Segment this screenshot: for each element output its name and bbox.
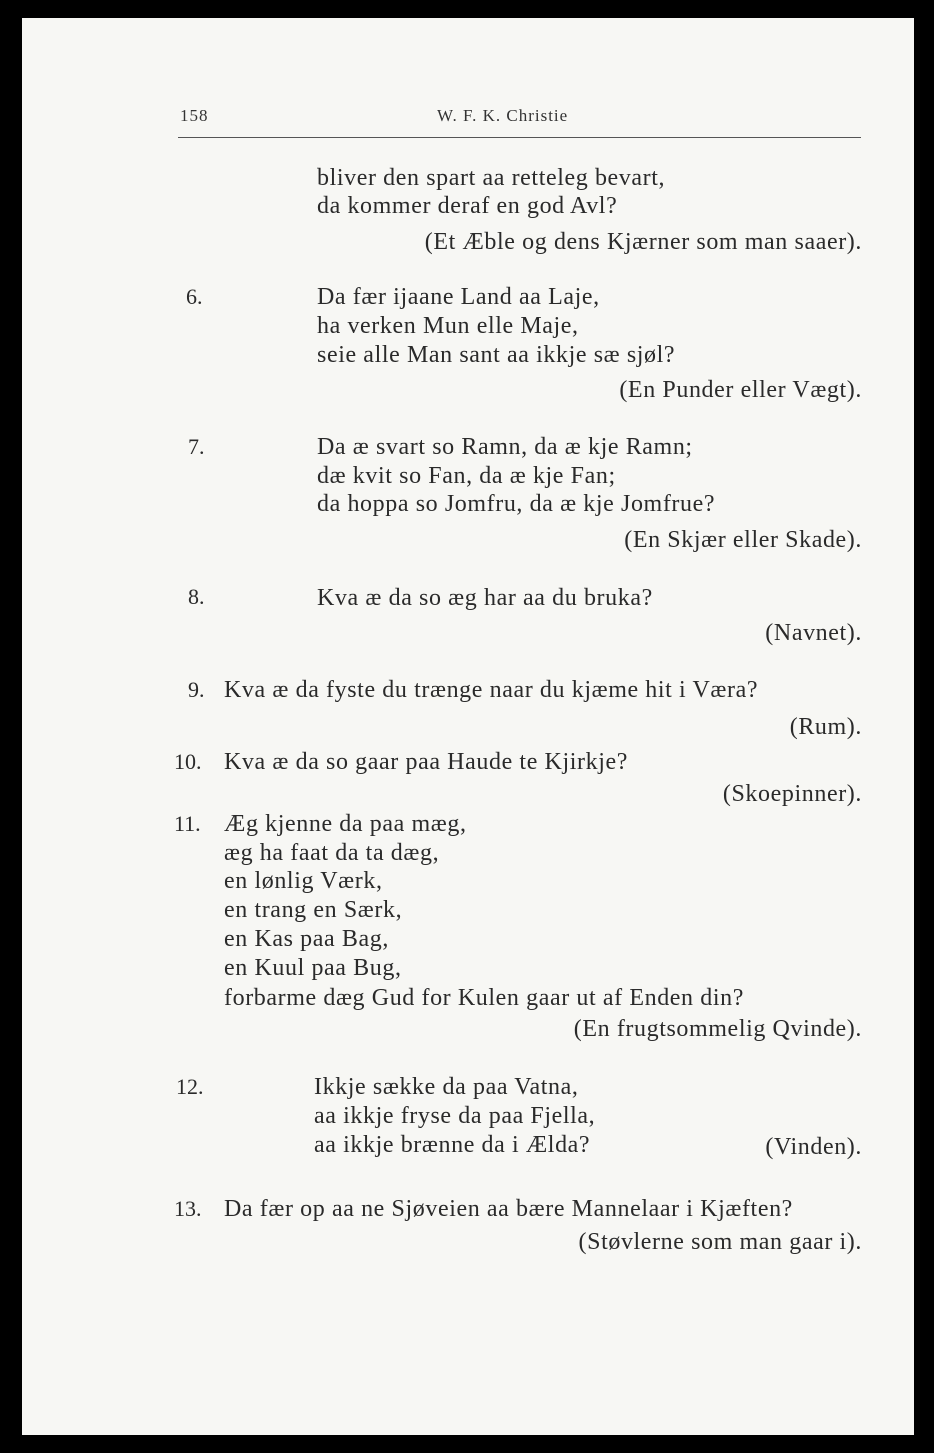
riddle-answer: (En Skjær eller Skade). [624,527,862,553]
page-number: 158 [180,106,209,125]
riddle-number: 13. [174,1196,202,1221]
riddle-line: Da fær op aa ne Sjøveien aa bære Mannelaar i Kjæften? [224,1196,793,1222]
riddle-line: forbarme dæg Gud for Kulen gaar ut af Enden din? [224,985,744,1011]
riddle-line: Kva æ da so æg har aa du bruka? [317,585,653,611]
riddle-line: Æg kjenne da paa mæg, [224,811,467,837]
riddle-line: en lønlig Værk, [224,868,383,894]
riddle-answer: (Skoepinner). [722,781,862,807]
riddle-number: 10. [174,749,202,774]
riddle-line: aa ikkje fryse da paa Fjella, [314,1103,596,1129]
riddle-line: seie alle Man sant aa ikkje sæ sjøl? [317,342,676,368]
running-title: W. F. K. Christie [437,106,569,125]
riddle-answer: (Et Æble og dens Kjærner som man saaer). [424,229,862,255]
riddle-number: 12. [176,1074,204,1099]
riddle-line: aa ikkje brænne da i Ælda? [314,1132,591,1158]
riddle-answer: (Støvlerne som man gaar i). [578,1229,862,1255]
riddle-answer: (Vinden). [765,1134,862,1160]
riddle-line: æg ha faat da ta dæg, [224,840,440,866]
riddle-line: Da æ svart so Ramn, da æ kje Ramn; [317,434,693,460]
riddle-line: Ikkje sække da paa Vatna, [314,1074,579,1100]
riddle-answer: (Navnet). [765,620,862,646]
header-rule [178,137,861,138]
riddle-number: 6. [186,284,203,309]
riddle-number: 8. [188,584,205,609]
riddle-line: Da fær ijaane Land aa Laje, [317,284,600,310]
riddle-number: 7. [188,434,205,459]
riddle-line: en trang en Særk, [224,897,403,923]
riddle-line: Kva æ da fyste du trænge naar du kjæme hit i Væra? [224,677,759,703]
riddle-line: da kommer deraf en god Avl? [317,193,618,219]
riddle-answer: (En Punder eller Vægt). [619,377,862,403]
riddle-answer: (En frugtsommelig Qvinde). [573,1016,862,1042]
riddle-line: ha verken Mun elle Maje, [317,313,579,339]
riddle-line: da hoppa so Jomfru, da æ kje Jomfrue? [317,491,716,517]
riddle-line: dæ kvit so Fan, da æ kje Fan; [317,463,616,489]
riddle-line: Kva æ da so gaar paa Haude te Kjirkje? [224,749,628,775]
riddle-answer: (Rum). [789,714,862,740]
riddle-line: en Kas paa Bag, [224,926,389,952]
riddle-number: 11. [174,811,201,836]
riddle-line: en Kuul paa Bug, [224,955,402,981]
riddle-number: 9. [188,677,205,702]
riddle-line: bliver den spart aa retteleg bevart, [317,165,666,191]
